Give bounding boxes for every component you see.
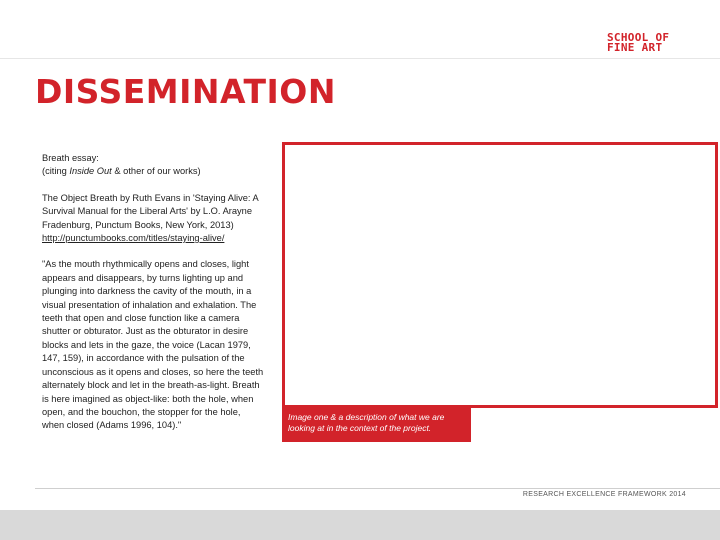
header-divider [0, 58, 720, 59]
intro-paragraph [42, 152, 264, 179]
citation-link[interactable]: http://punctumbooks.com/titles/staying-alive/ [42, 233, 225, 244]
quote-paragraph: "As the mouth rhythmically opens and closes, light appears and disappears, by turns lighting up and plunging into darkness the cavity of the mouth, in a visual presentation of inhalation and exhalation. The teeth that open and close function like a camera shutter or obturator. Just as the obturator in desire blocks and lets in the gaze, the voice (Lacan 1979, 147, 159), in accordance with the pulsation of the unconscious as it opens and closes, so here the teeth alternately block and let in the breath-as-light. Breath is here imagined as object-like: both the hole, when open, and the bouchon, the stopper for the hole, when closed (Adams 1996, 104)." [42, 259, 264, 431]
citation-paragraph [42, 192, 264, 246]
intro-line-1: Breath essay: [42, 153, 99, 163]
school-logo [607, 33, 697, 53]
image-placeholder-frame [282, 142, 718, 408]
body-text-column [42, 152, 264, 446]
footer-label: RESEARCH EXCELLENCE FRAMEWORK 2014 [522, 491, 686, 498]
logo-line-1: SCHOOL OF [607, 31, 670, 44]
bottom-band [0, 510, 720, 540]
intro-line-2-prefix: (citing [42, 166, 70, 177]
image-caption: Image one & a description of what we are looking at in the context of the project. [282, 408, 471, 442]
footer-divider [35, 488, 720, 489]
page-title: DISSEMINATION [35, 72, 336, 111]
intro-line-2-italic: Inside Out [69, 166, 112, 177]
citation-text: The Object Breath by Ruth Evans in 'Staying Alive: A Survival Manual for the Liberal Arts' by L.O. Arayne Fradenburg, Punctum Books, New York, 2013) [42, 192, 259, 230]
intro-line-2-suffix: & other of our works) [111, 166, 201, 177]
logo-line-2: FINE ART [607, 41, 663, 54]
